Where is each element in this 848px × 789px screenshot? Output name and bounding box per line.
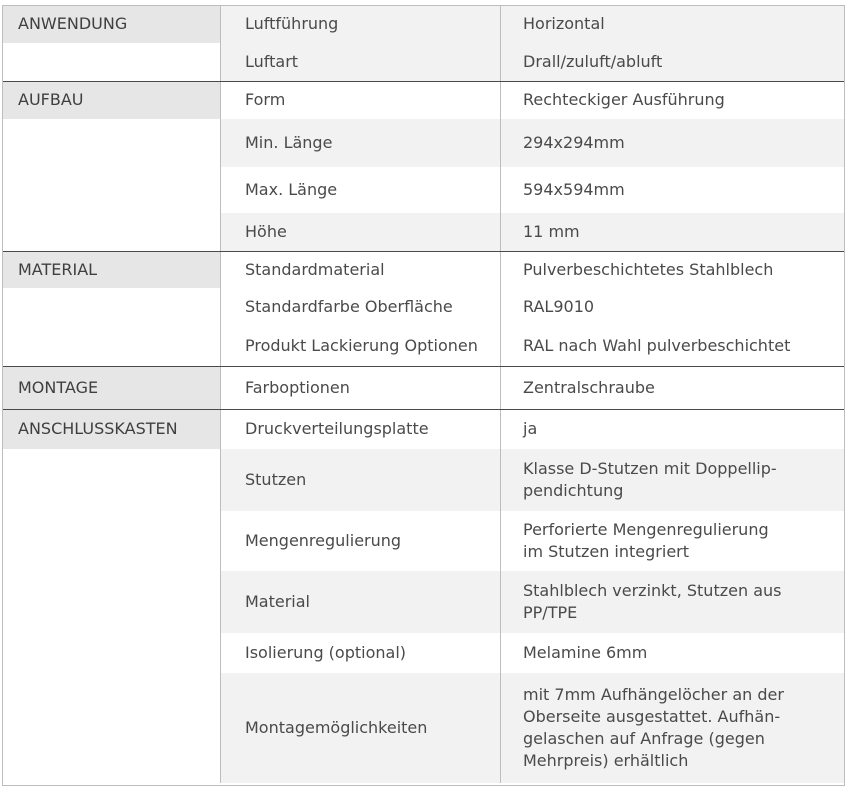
category-label: AUFBAU: [2, 81, 221, 119]
attribute-value: RAL9010: [523, 297, 595, 316]
attribute-value: Pulverbeschichtetes Stahlblech: [523, 259, 774, 279]
attribute-label: Druckverteilungsplatte: [221, 409, 501, 449]
category-cell-empty: [2, 571, 221, 633]
table-row: [2, 633, 845, 673]
table-row: [2, 251, 845, 288]
category-cell-empty: [2, 673, 221, 783]
attribute-value: Drall/zuluft/abluft: [501, 43, 846, 81]
attribute-value: Perforierte Mengenregulierung im Stutzen integriert: [523, 520, 769, 561]
attribute-value: 294x294mm: [501, 119, 846, 167]
attribute-label: Mengenregulierung: [221, 511, 501, 571]
attribute-value: Rechteckiger Ausführung: [523, 90, 725, 110]
category-label: ANWENDUNG: [2, 5, 221, 43]
attribute-label: Isolierung (optional): [221, 633, 501, 673]
attribute-label: Höhe: [221, 213, 501, 251]
attribute-label: Luftart: [221, 43, 501, 81]
attribute-value: Horizontal: [501, 5, 846, 43]
spec-table-body: [2, 5, 845, 783]
table-row: [2, 673, 845, 783]
attribute-label: Farboptionen: [221, 366, 501, 409]
table-row: [2, 288, 845, 326]
attribute-label: Stutzen: [221, 449, 501, 511]
attribute-value: 594x594mm: [523, 180, 625, 199]
table-row: [2, 119, 845, 167]
attribute-label: Produkt Lackierung Optionen: [221, 326, 501, 366]
table-row: [2, 167, 845, 213]
attribute-value: RAL nach Wahl pulverbeschichtet: [501, 326, 846, 366]
attribute-label: Luftführung: [221, 5, 501, 43]
attribute-label: Min. Länge: [221, 119, 501, 167]
category-cell-empty: [2, 633, 221, 673]
table-row: [2, 409, 845, 449]
category-label: ANSCHLUSSKASTEN: [2, 409, 221, 449]
category-cell-empty: [2, 213, 221, 251]
attribute-value: Stahlblech verzinkt, Stutzen aus PP/TPE: [501, 571, 846, 633]
attribute-value: ja: [523, 419, 538, 439]
attribute-value: 11 mm: [501, 213, 846, 251]
category-cell-empty: [2, 511, 221, 571]
category-label: MONTAGE: [2, 366, 221, 409]
attribute-label: Material: [221, 571, 501, 633]
category-cell-empty: [2, 288, 221, 326]
table-row: [2, 5, 845, 43]
table-row: [2, 366, 845, 409]
attribute-label: Form: [221, 81, 501, 119]
table-row: [2, 43, 845, 81]
category-cell-empty: [2, 449, 221, 511]
category-cell-empty: [2, 43, 221, 81]
attribute-label: Standardmaterial: [221, 251, 501, 288]
category-cell-empty: [2, 119, 221, 167]
table-row: [2, 511, 845, 571]
table-row: [2, 81, 845, 119]
category-cell-empty: [2, 167, 221, 213]
attribute-value: Zentralschraube: [501, 366, 846, 409]
category-cell-empty: [2, 326, 221, 366]
spec-table: [2, 5, 845, 783]
table-row: [2, 213, 845, 251]
table-row: [2, 571, 845, 633]
attribute-value: Klasse D-Stutzen mit Doppellip- pendichtung: [501, 449, 846, 511]
attribute-label: Montagemöglichkeiten: [221, 673, 501, 783]
attribute-label: Max. Länge: [221, 167, 501, 213]
category-label: MATERIAL: [2, 251, 221, 288]
attribute-value: mit 7mm Aufhängelöcher an der Oberseite ausgestattet. Aufhän- gelaschen auf Anfrage (gegen Mehrpreis) erhältlich: [501, 673, 846, 783]
table-row: [2, 449, 845, 511]
attribute-value: Melamine 6mm: [523, 643, 648, 662]
table-row: [2, 326, 845, 366]
attribute-label: Standardfarbe Oberfläche: [221, 288, 501, 326]
